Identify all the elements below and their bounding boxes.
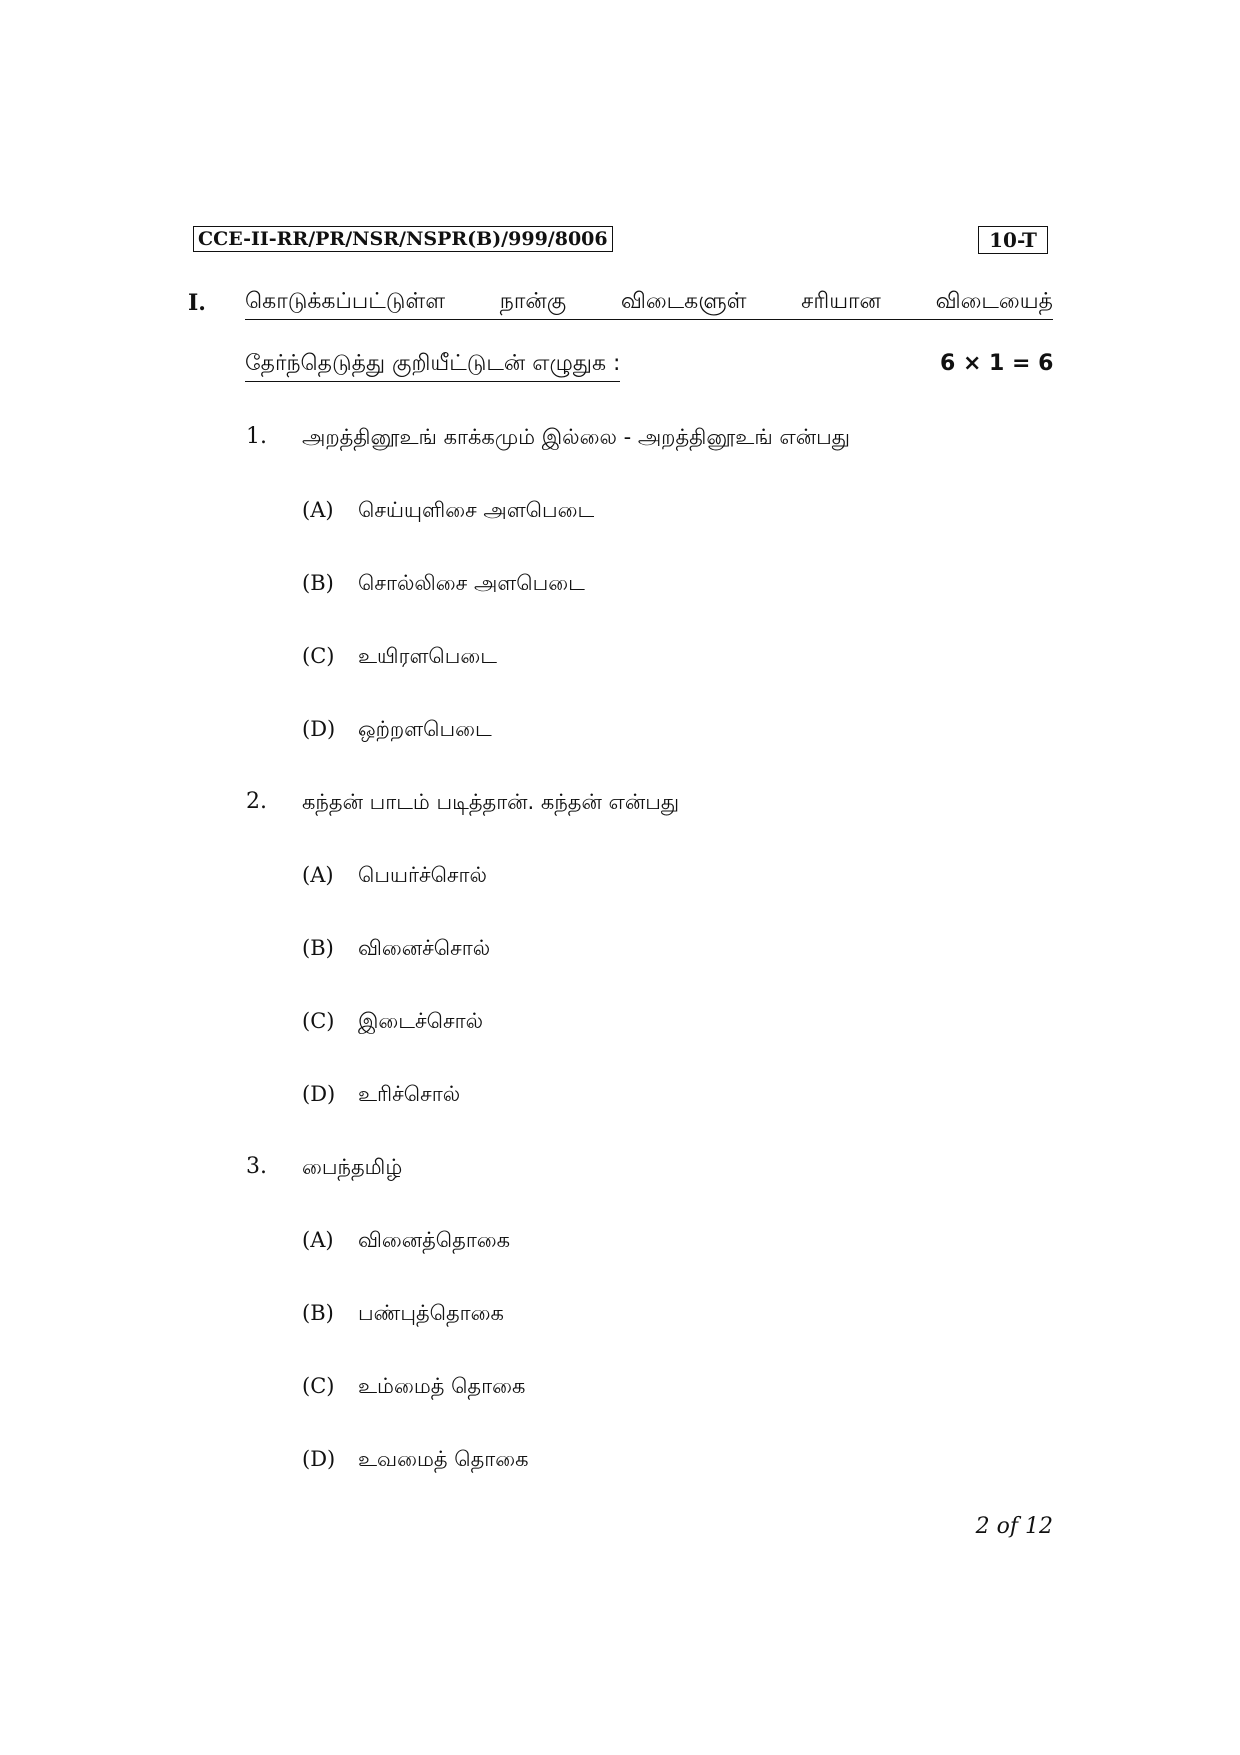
option-letter: (B) bbox=[302, 1301, 334, 1325]
question-number: 3. bbox=[246, 1154, 267, 1179]
option-text: இடைச்சொல் bbox=[358, 1009, 484, 1033]
instruction-word: விடைகளுள் bbox=[620, 289, 747, 314]
option-text: உம்மைத் தொகை bbox=[358, 1374, 526, 1398]
instruction-word: கொடுக்கப்பட்டுள்ள bbox=[245, 289, 446, 314]
option-letter: (B) bbox=[302, 936, 334, 960]
option-text: ஒற்றளபெடை bbox=[358, 717, 492, 741]
section-instruction-line-1 bbox=[245, 285, 1053, 320]
option-letter: (C) bbox=[302, 644, 335, 668]
question-text: கந்தன் பாடம் படித்தான். கந்தன் என்பது bbox=[302, 790, 680, 814]
option-letter: (D) bbox=[302, 1082, 336, 1106]
option-letter: (A) bbox=[302, 1228, 334, 1252]
option-letter: (D) bbox=[302, 1447, 336, 1471]
page-number: 2 of 12 bbox=[975, 1514, 1053, 1539]
instruction-word: நான்கு bbox=[499, 289, 567, 314]
instruction-word: விடையைத் bbox=[935, 289, 1053, 314]
option-letter: (A) bbox=[302, 863, 334, 887]
question-number: 1. bbox=[246, 424, 267, 449]
question-text: அறத்தினூஉங் காக்கமும் இல்லை - அறத்தினூஉங் என்பது bbox=[302, 425, 850, 449]
set-code-box: 10-T bbox=[978, 226, 1048, 254]
option-letter: (B) bbox=[302, 571, 334, 595]
instruction-word: சரியான bbox=[801, 289, 881, 314]
option-text: பெயர்ச்சொல் bbox=[358, 863, 487, 887]
question-number: 2. bbox=[246, 789, 267, 814]
question-text: பைந்தமிழ் bbox=[302, 1155, 403, 1179]
option-text: பண்புத்தொகை bbox=[358, 1301, 504, 1325]
paper-code-box: CCE-II-RR/PR/NSR/NSPR(B)/999/8006 bbox=[193, 226, 613, 252]
option-text: சொல்லிசை அளபெடை bbox=[358, 571, 585, 595]
option-letter: (C) bbox=[302, 1009, 335, 1033]
marks-allocation: 6 × 1 = 6 bbox=[940, 351, 1054, 376]
option-text: உவமைத் தொகை bbox=[358, 1447, 529, 1471]
option-text: செய்யுளிசை அளபெடை bbox=[358, 498, 595, 522]
option-text: உயிரளபெடை bbox=[358, 644, 497, 668]
option-text: உரிச்சொல் bbox=[358, 1082, 461, 1106]
option-letter: (A) bbox=[302, 498, 334, 522]
option-letter: (D) bbox=[302, 717, 336, 741]
option-letter: (C) bbox=[302, 1374, 335, 1398]
section-instruction-line-2: தேர்ந்தெடுத்து குறியீட்டுடன் எழுதுக : bbox=[245, 347, 620, 382]
option-text: வினைத்தொகை bbox=[358, 1228, 511, 1252]
option-text: வினைச்சொல் bbox=[358, 936, 491, 960]
section-number: I. bbox=[188, 290, 206, 316]
